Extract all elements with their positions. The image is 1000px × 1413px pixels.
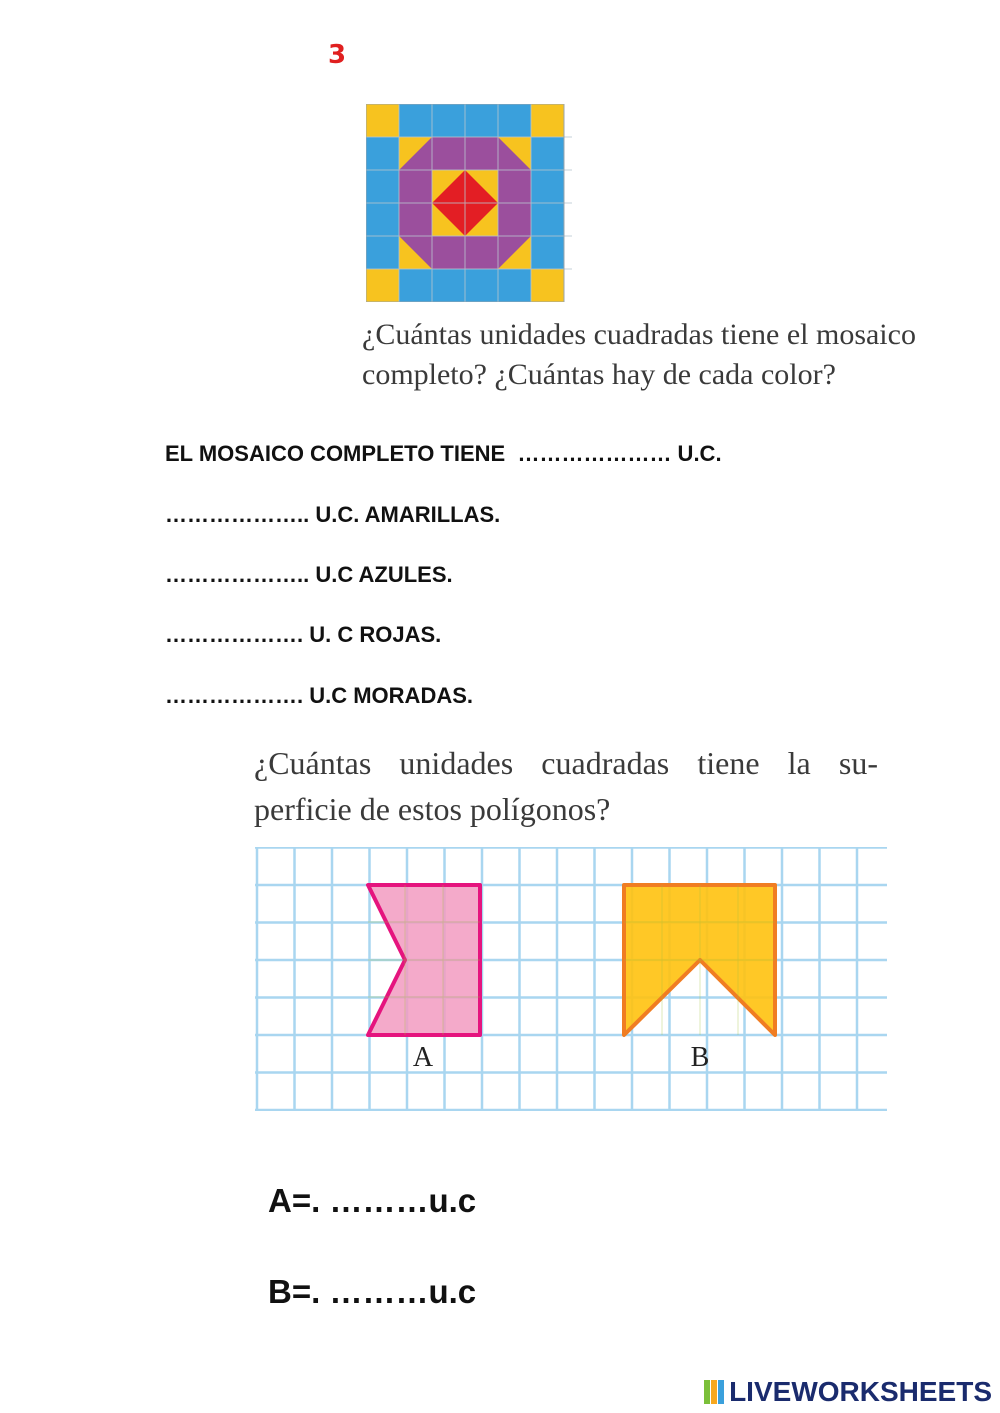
label-b: B — [690, 1042, 710, 1073]
word: la — [787, 745, 811, 781]
fill-line-yellow[interactable]: ……………….. U.C. AMARILLAS. — [165, 502, 501, 527]
logo-text: LIVEWORKSHEETS — [729, 1376, 992, 1407]
question-mosaic-line2: completo? ¿Cuántas hay de cada color? — [362, 358, 836, 391]
fill-line-purple[interactable]: ………………. U.C MORADAS. — [165, 683, 473, 708]
answer-b[interactable]: B=. ………u.c — [268, 1273, 477, 1310]
word: su- — [838, 745, 878, 781]
mosaic-image — [366, 104, 572, 302]
question-mosaic-line1: ¿Cuántas unidades cuadradas tiene el mosaico — [362, 318, 916, 351]
liveworksheets-logo-icon — [703, 1379, 725, 1405]
fill-line-red[interactable]: ………………. U. C ROJAS. — [165, 622, 442, 647]
polygons-figure — [255, 847, 887, 1111]
answer-a[interactable]: A=. ………u.c — [268, 1182, 477, 1219]
exercise-number: 3 — [328, 40, 347, 70]
question-polygons-line1 — [254, 740, 878, 786]
word: cuadradas — [541, 745, 670, 781]
word: unidades — [399, 745, 514, 781]
word: ¿Cuántas — [254, 745, 372, 781]
fill-line-blue[interactable]: ……………….. U.C AZULES. — [165, 562, 453, 587]
question-polygons — [254, 740, 894, 832]
label-a: A — [412, 1042, 434, 1073]
fill-line-total[interactable]: EL MOSAICO COMPLETO TIENE ………………… U.C. — [165, 441, 722, 466]
question-mosaic — [362, 315, 962, 395]
word: tiene — [697, 745, 760, 781]
question-polygons-line2: perficie de estos polígonos? — [254, 791, 611, 827]
liveworksheets-logo — [703, 1376, 992, 1408]
